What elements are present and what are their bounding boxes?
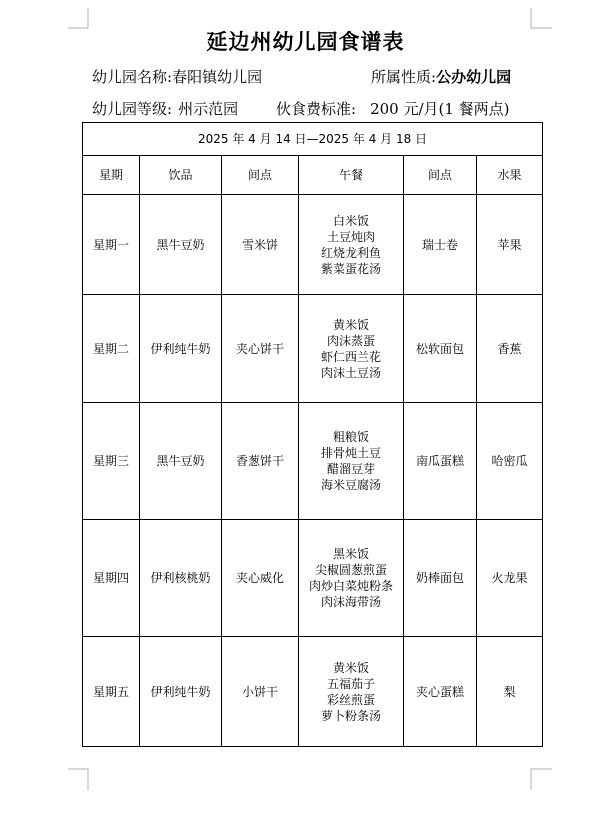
date-row: [83, 123, 543, 156]
lunch-cell: [299, 637, 404, 747]
fruit-cell: 梨: [477, 637, 543, 747]
drink-cell: 伊利核桃奶: [140, 520, 222, 637]
lunch-item: 五福茄子: [326, 676, 375, 691]
lunch-item: 黄米饭: [332, 660, 369, 675]
lunch-item: 白米饭: [332, 213, 369, 228]
meal-fee-value: 200 元/月(1 餐两点): [370, 100, 510, 118]
menu-table: [82, 122, 543, 747]
day-cell: 星期四: [83, 520, 140, 637]
fruit-cell: 苹果: [477, 195, 543, 295]
snack-2-cell: 夹心蛋糕: [404, 637, 477, 747]
kindergarten-nature-label: 所属性质:: [371, 68, 437, 86]
lunch-item: 肉炒白菜炖粉条: [308, 579, 393, 593]
header-snack-1: 间点: [222, 156, 299, 195]
kindergarten-nature-value: 公办幼儿园: [436, 68, 512, 86]
fruit-cell: 火龙果: [477, 520, 543, 637]
date-range: 2025 年 4 月 14 日—2025 年 4 月 18 日: [83, 123, 543, 156]
lunch-item: 萝卜粉条汤: [320, 708, 381, 723]
lunch-item: 排骨炖土豆: [320, 446, 381, 460]
header-fruit: 水果: [477, 156, 543, 195]
table-row: [83, 403, 543, 520]
kindergarten-name-label: 幼儿园名称:: [92, 68, 173, 86]
header-row: [83, 156, 543, 195]
lunch-item: 黑米饭: [332, 547, 369, 561]
lunch-item: 海米豆腐汤: [320, 478, 381, 492]
lunch-cell: [299, 295, 404, 403]
lunch-item: 醋溜豆芽: [326, 462, 375, 476]
kindergarten-level-label: 幼儿园等级:: [92, 100, 173, 118]
day-cell: 星期三: [83, 403, 140, 520]
table-row: [83, 520, 543, 637]
lunch-cell: [299, 403, 404, 520]
table-row: [83, 195, 543, 295]
lunch-item: 紫菜蛋花汤: [320, 261, 381, 276]
lunch-item: 虾仁西兰花: [320, 349, 381, 364]
document-title: 延边州幼儿园食谱表: [206, 29, 405, 54]
kindergarten-level-value: 州示范园: [178, 100, 239, 118]
drink-cell: 黑牛豆奶: [140, 195, 222, 295]
crop-mark-bottom-right: [530, 768, 552, 790]
lunch-item: 肉沫海带汤: [320, 595, 381, 609]
kindergarten-nature: [371, 66, 511, 87]
day-cell: 星期一: [83, 195, 140, 295]
lunch-cell: [299, 195, 404, 295]
fruit-cell: 香蕉: [477, 295, 543, 403]
lunch-item: 肉沫土豆汤: [320, 365, 381, 380]
lunch-item: 红烧龙利鱼: [320, 245, 381, 260]
snack-2-cell: 奶棒面包: [404, 520, 477, 637]
drink-cell: 伊利纯牛奶: [140, 637, 222, 747]
table-row: [83, 295, 543, 403]
drink-cell: 黑牛豆奶: [140, 403, 222, 520]
drink-cell: 伊利纯牛奶: [140, 295, 222, 403]
kindergarten-name: [92, 66, 262, 87]
header-day: 星期: [83, 156, 140, 195]
kindergarten-name-value: 春阳镇幼儿园: [172, 68, 263, 86]
snack-2-cell: 松软面包: [404, 295, 477, 403]
snack-2-cell: 瑞士卷: [404, 195, 477, 295]
header-snack-2: 间点: [404, 156, 477, 195]
snack-2-cell: 南瓜蛋糕: [404, 403, 477, 520]
meal-fee: [276, 98, 510, 119]
snack-1-cell: 小饼干: [222, 637, 299, 747]
snack-1-cell: 夹心威化: [222, 520, 299, 637]
snack-1-cell: 香葱饼干: [222, 403, 299, 520]
meal-fee-label: 伙食费标准:: [276, 100, 357, 118]
lunch-item: 尖椒圆葱煎蛋: [314, 563, 387, 577]
crop-mark-bottom-left: [68, 768, 90, 790]
lunch-item: 彩丝煎蛋: [326, 692, 375, 707]
lunch-item: 黄米饭: [332, 317, 369, 332]
table-row: [83, 637, 543, 747]
header-lunch: 午餐: [299, 156, 404, 195]
day-cell: 星期二: [83, 295, 140, 403]
fruit-cell: 哈密瓜: [477, 403, 543, 520]
lunch-item: 肉沫蒸蛋: [326, 333, 375, 348]
snack-1-cell: 夹心饼干: [222, 295, 299, 403]
snack-1-cell: 雪米饼: [222, 195, 299, 295]
lunch-item: 粗粮饭: [332, 430, 369, 444]
lunch-cell: [299, 520, 404, 637]
lunch-item: 土豆炖肉: [326, 229, 375, 244]
header-drink: 饮品: [140, 156, 222, 195]
kindergarten-level: [92, 98, 238, 119]
day-cell: 星期五: [83, 637, 140, 747]
